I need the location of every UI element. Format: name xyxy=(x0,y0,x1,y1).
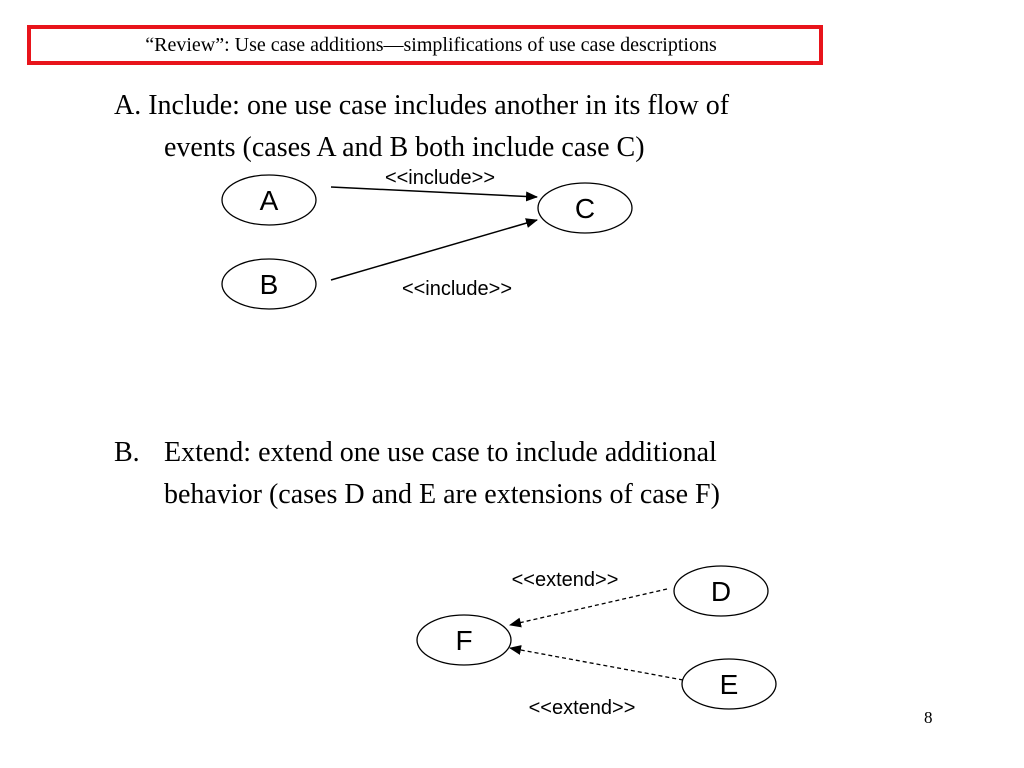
extend-edge-d-to-f xyxy=(510,589,667,625)
page-number: 8 xyxy=(924,708,933,727)
extend-edge-d-label: <<extend>> xyxy=(511,569,619,591)
include-edge-b-label: <<include>> xyxy=(401,278,513,300)
extend-diagram xyxy=(417,566,776,719)
use-case-node-c-label: C xyxy=(574,193,596,224)
include-edge-a-label: <<include>> xyxy=(384,167,496,189)
include-edge-b-to-c xyxy=(331,220,537,280)
extend-list-marker: B. xyxy=(114,437,140,468)
include-description-line-1: A. Include: one use case includes another in its flow of xyxy=(114,90,730,121)
include-diagram xyxy=(222,167,632,309)
use-case-node-e-label: E xyxy=(719,669,739,700)
include-description-line-2: events (cases A and B both include case C) xyxy=(164,132,645,163)
slide-title: “Review”: Use case additions—simplifications of use case descriptions xyxy=(145,33,717,56)
use-case-node-b-label: B xyxy=(259,269,279,300)
extend-description-line-1: Extend: extend one use case to include additional xyxy=(164,437,717,468)
extend-edge-e-to-f xyxy=(510,648,683,680)
use-case-node-f-label: F xyxy=(455,625,473,656)
extend-description-line-2: behavior (cases D and E are extensions of case F) xyxy=(164,479,720,510)
use-case-node-d-label: D xyxy=(710,576,732,607)
use-case-node-a-label: A xyxy=(259,185,279,216)
extend-edge-e-label: <<extend>> xyxy=(528,697,636,719)
